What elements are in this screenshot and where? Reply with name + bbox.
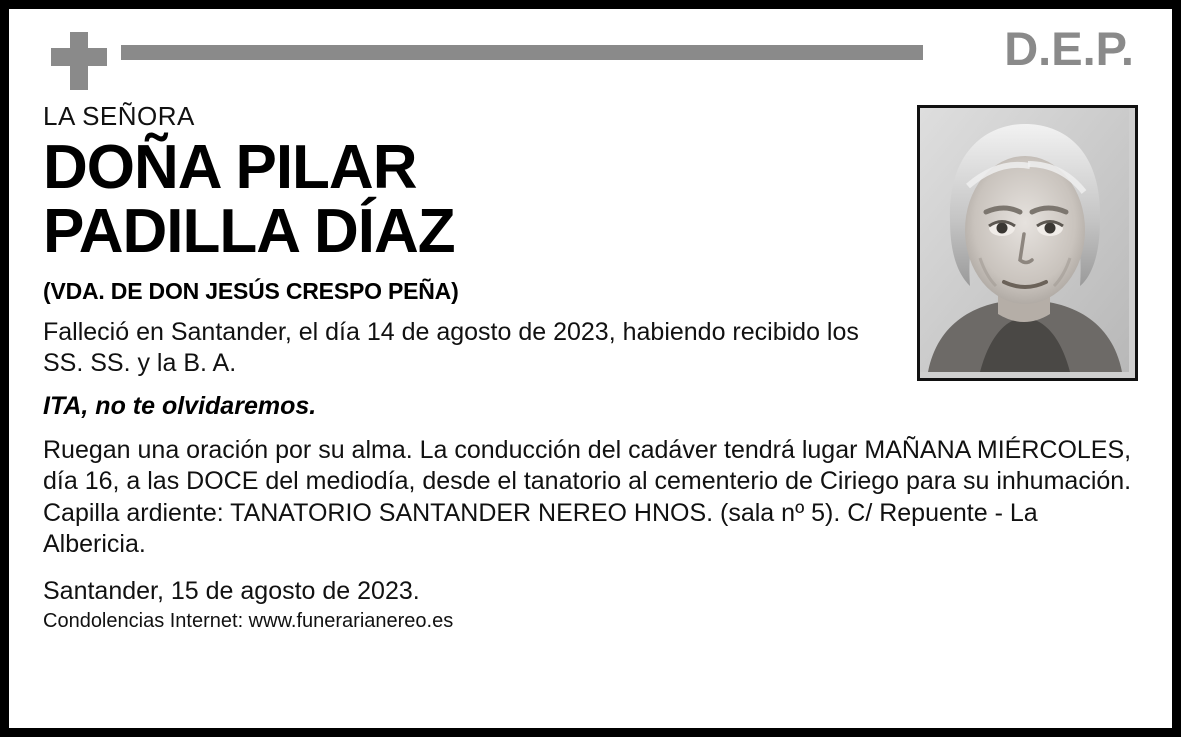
death-text: Falleció en Santander, el día 14 de agosto de 2023, habiendo recibido los SS. SS. y la B. A.: [43, 317, 859, 378]
cross-icon: [51, 32, 107, 90]
dedication-text: ITA, no te olvidaremos.: [43, 391, 317, 420]
spouse-line: (VDA. DE DON JESÚS CRESPO PEÑA): [43, 277, 459, 304]
deceased-name: [43, 133, 893, 266]
dep-label: D.E.P.: [1004, 22, 1134, 75]
portrait-photo: [917, 105, 1138, 381]
obituary-body: [43, 101, 1138, 633]
name-line-2: PADILLA DÍAZ: [43, 196, 455, 266]
salutation: LA SEÑORA: [43, 101, 195, 131]
name-line-1: DOÑA PILAR: [43, 133, 417, 202]
obituary-inner: [9, 9, 1172, 728]
place-date: Santander, 15 de agosto de 2023.: [43, 576, 420, 605]
internet-condolences: Condolencias Internet: www.funerarianereo.es: [43, 609, 454, 632]
service-text: Ruegan una oración por su alma. La conducción del cadáver tendrá lugar MAÑANA MIÉRCOLES, día 16, a las DOCE del mediodía, desde el tanatorio al cementerio de Ciriego para su inhumación. Capilla ardiente: TANATORIO SANTANDER NEREO HNOS. (sala nº 5). C/ Repuente - La Albericia.: [43, 435, 1132, 559]
header-rule: [121, 45, 923, 60]
obituary-header: [43, 22, 1138, 95]
